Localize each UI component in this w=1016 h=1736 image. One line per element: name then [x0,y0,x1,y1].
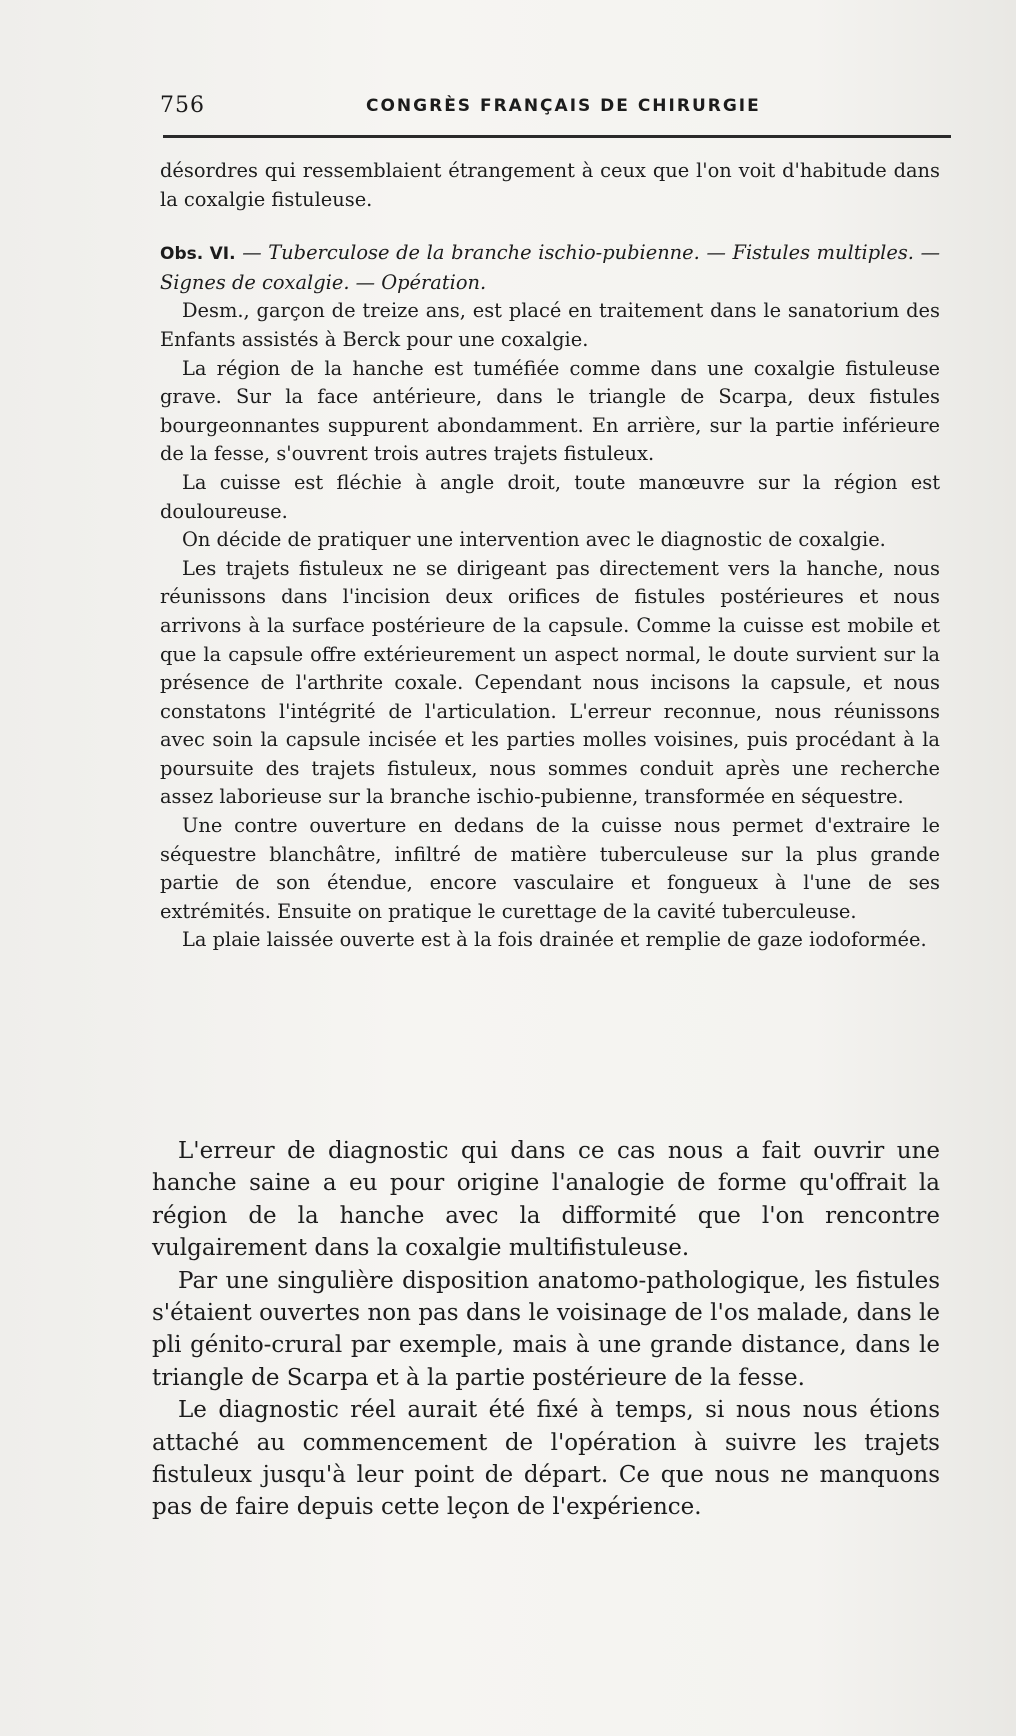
observation-label: Obs. VI. [160,244,236,265]
obs-paragraph-1: Desm., garçon de treize ans, est placé en traitement dans le sanatorium des Enfants assistés à Berck pour une coxalgie. [160,299,940,351]
intro-paragraph: désordres qui ressemblaient étrangement à ceux que l'on voit d'habitude dans la coxalgie fistuleuse. [160,159,940,211]
discussion-paragraph-2: Par une singulière disposition anatomo-pathologique, les fistules s'étaient ouvertes non pas dans le voisinage de l'os malade, dans le pli génito-crural par exemple, mais à une grande distance, dans le triangle de Scarpa et à la partie postérieure de la fesse. [152,1267,940,1391]
obs-paragraph-6: Une contre ouverture en dedans de la cuisse nous permet d'extraire le séquestre blanchâtre, infiltré de matière tuberculeuse sur la plus grande partie de son étendue, encore vasculaire et fongueux à l'une de ses extrémités. Ensuite on pratique le curettage de la cavité tuberculeuse. [160,814,940,923]
obs-paragraph-3: La cuisse est fléchie à angle droit, toute manœuvre sur la région est douloureuse. [160,470,940,523]
obs-paragraph-4: On décide de pratiquer une intervention avec le diagnostic de coxalgie. [182,528,886,552]
discussion-paragraph-3: Le diagnostic réel aurait été fixé à temps, si nous nous étions attaché au commencement de l'opération à suivre les trajets fistuleux jusqu'à leur point de départ. Ce que nous ne manquons pas de faire depuis cette leçon de l'expérience. [152,1397,940,1521]
obs-paragraph-7: La plaie laissée ouverte est à la fois drainée et remplie de gaze iodoformée. [182,928,927,952]
discussion-paragraph-1: L'erreur de diagnostic qui dans ce cas nous a fait ouvrir une hanche saine a eu pour origine l'analogie de forme qu'offrait la région de la hanche avec la difformité que l'on rencontre vulgairement dans la coxalgie multifistuleuse. [152,1138,940,1262]
discussion-section [152,1135,940,1524]
observation-heading [160,239,940,297]
small-print-section [160,157,940,955]
page-number: 756 [160,93,205,118]
obs-paragraph-5: Les trajets fistuleux ne se dirigeant pas directement vers la hanche, nous réunissons dans l'incision deux orifices de fistules postérieures et nous arrivons à la surface postérieure de la capsule. Comme la cuisse est mobile et que la capsule offre extérieurement un aspect normal, le doute survient sur la présence de l'arthrite coxale. Cependant nous incisons la capsule, et nous constatons l'intégrité de l'articulation. L'erreur reconnue, nous réunissons avec soin la capsule incisée et les parties molles voisines, puis procédant à la poursuite des trajets fistuleux, nous sommes conduit après une recherche assez laborieuse sur la branche ischio-pubienne, transformée en séquestre. [160,556,940,809]
running-head: CONGRÈS FRANÇAIS DE CHIRURGIE [366,96,761,116]
observation-title: — Tuberculose de la branche ischio-pubienne. — Fistules multiples. — Signes de coxalgie. — Opération. [160,241,940,294]
obs-paragraph-2: La région de la hanche est tuméfiée comme dans une coxalgie fistuleuse grave. Sur la face antérieure, dans le triangle de Scarpa, deux fistules bourgeonnantes suppurent abondamment. En arrière, sur la partie inférieure de la fesse, s'ouvrent trois autres trajets fistuleux. [160,356,940,466]
header-rule [163,135,951,138]
page-header [160,93,952,123]
